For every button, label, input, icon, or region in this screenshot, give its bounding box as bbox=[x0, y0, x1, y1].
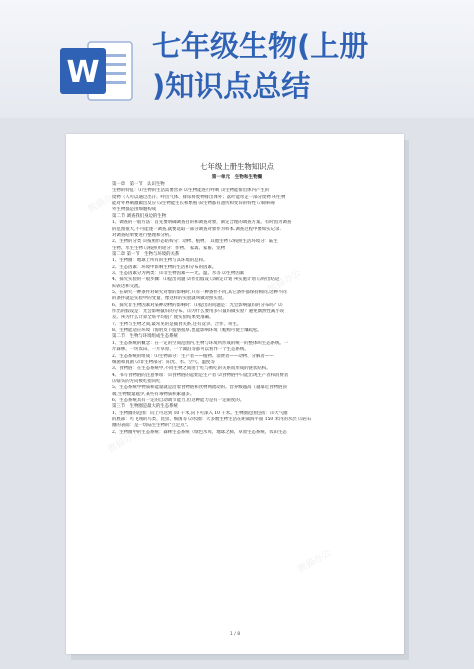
text-line: 的条件就是实验中的变量，像这样的实验就叫做对照实验。 bbox=[112, 296, 227, 302]
text-line: 对调查结果要进行整理和分析。 bbox=[112, 232, 174, 238]
text-line: 的底部：可飞翔的鸟类、昆虫、细菌等 ⑵水圈：大多数生物生活在距离海平面 150 米内的水层 ⑶岩石 bbox=[112, 417, 312, 423]
text-line: 7、生物与生物之间,最常见的是捕食关系,还有竞争、合作、寄生。 bbox=[112, 321, 242, 327]
text-line: 片森林、一块农田、一片草原、一个湖泊等都可以看作一个生态系统。 bbox=[112, 347, 249, 353]
document-content bbox=[112, 162, 362, 436]
text-line: 细菌和真菌 ⑵非生物部分：阳光、水、空气、温度等 bbox=[112, 359, 215, 365]
text-line: 8、生物能适应环境（海豹皮下脂肪很厚,也能影响环境（蚯蚓可使土壤疏松。 bbox=[112, 328, 262, 334]
section-heading: 第二节 生物与环境组成生态系统 bbox=[112, 334, 178, 340]
section-heading: 第二章 第一节 生物与环境的关系 bbox=[112, 251, 180, 257]
text-line: 2、生态因素：环境中影响生物的生活和分布的因素。 bbox=[112, 264, 217, 270]
section-heading: 第三节 生物圈是最大的生态系统 bbox=[112, 404, 178, 410]
paragraph-block bbox=[112, 188, 362, 213]
text-line: 3、食物链：在生态系统中,不同生物之间由于吃与被吃的关系而形成的链状结构。 bbox=[112, 366, 271, 372]
text-line: 2、生态系统的组成：⑴生物部分：生产者——植物、消费者——动物、分解者—— bbox=[112, 353, 274, 359]
text-line: 2、生物的分类 ⑴按照形态结构分：动物、植物、 其他生物 ⑵按照生活环境分：陆生 bbox=[112, 239, 278, 245]
document-page[interactable] bbox=[66, 134, 404, 654]
text-line: 3、生态因素分为两类：⑴非生物因素——光、温、水等 ⑵生物因素 bbox=[112, 271, 245, 276]
text-line: 作出的假设是：光会影响鼠妇的分布。⑶为什么要用多只鼠妇做实验？避免偶然性减小误 bbox=[112, 309, 285, 315]
paragraph-block bbox=[112, 220, 362, 252]
text-line: 6、探究非生物因素对某种动物的影响时：⑴提出的问题是：光会影响鼠妇的分布吗？⑵ bbox=[112, 302, 283, 308]
paragraph-block bbox=[112, 411, 362, 436]
text-line: 废物（人可以通过出汗、呼出气体、排尿将废物排出体外；落叶能带走一部分废物 ⑷生物 bbox=[112, 194, 286, 200]
paragraph-block bbox=[112, 341, 362, 404]
text-line: 的范围很大,不可能逐一调查,就要选取一部分调查对象作为样本.调查过程中要如实记录. bbox=[112, 226, 281, 232]
text-line: 2、生物圈中的生态系统：森林生态系统（绿色水库，地球之肺，草原生态系统、农田生态 bbox=[112, 429, 287, 435]
logo-letter: W bbox=[66, 55, 100, 90]
document-title: 七年级上册生物知识点 bbox=[200, 162, 274, 171]
watermark: 熊猫办公 bbox=[266, 268, 303, 296]
chapter-heading: 第一章 第一节 认识生物 bbox=[112, 182, 165, 187]
text-line: 差。⑷为什么计算全班平均值？使实验结果更准确。 bbox=[112, 315, 214, 321]
page-title-line-2: )知识点总结 bbox=[152, 69, 311, 103]
text-line: 5、生态系统中物质和能量就是沿着食物链和食物网流动的。营养级越高（越靠近食物链顶 bbox=[112, 385, 287, 391]
watermark: 熊猫办公 bbox=[106, 428, 143, 456]
unit-title: 第一单元 生物和生物圈 bbox=[211, 175, 263, 180]
header-banner bbox=[0, 0, 474, 118]
text-line: 端,生物数量越少,某些有毒物质积累越多。 bbox=[112, 391, 195, 397]
page-title-line-1: 七年级生物(上册 bbox=[152, 29, 369, 63]
text-line: 能对外界刺激做出反应 ⑸生物能生长和繁殖 ⑹生物都有遗传和变异的特性 ⑺除病毒 bbox=[112, 201, 276, 207]
watermark: 熊猫办公 bbox=[296, 548, 333, 576]
text-line: 4、书写食物链的注意事项：⑴食物链的起始是生产者 ⑵食物链中只能出现生产者和消费者 bbox=[112, 372, 289, 378]
paragraph-block bbox=[112, 258, 362, 334]
text-line: 1、生物圈的范围：向上可达到 10 千米,向下可深入 10 千米。生物圈范围包括：⑴大气圈 bbox=[112, 410, 288, 416]
text-line: 5、在研究一种条件对研究对象的影响时,只有一种条件不同,其它条件都保持相同,这种不同 bbox=[112, 290, 287, 296]
text-line: 6、生态系统具有一定的自动调节能力,但这种能力是有一定限度的。 bbox=[112, 397, 245, 403]
text-line: 生物、水生生物 ⑶按照用途分：作物、 家禽、家畜、宠物 bbox=[112, 245, 226, 251]
text-line: 1、调查的一般方法：首先要明确调查目的和调查对象，制定合理的调查方案。有时因为调查 bbox=[112, 220, 292, 226]
text-line: 生物的特征：⑴生物的生活需要营养 ⑵生物能进行呼吸 ⑶生物能排出体内产生的 bbox=[112, 188, 270, 194]
text-line: 1、生态系统的概念：在一定的空间范围内,生物与环境所形成的统一的整体叫生态系统。一 bbox=[112, 340, 289, 346]
text-line: ⑶箭头的方向被吃指向吃 bbox=[112, 378, 161, 384]
watermark: 熊猫办公 bbox=[86, 188, 123, 216]
text-line: ⑹表达和交流。 bbox=[112, 283, 143, 289]
text-line: 1、生物圈：地球上所有的生物与其环境的总和。 bbox=[112, 258, 208, 264]
page-number: 1 / 8 bbox=[229, 632, 241, 637]
text-line: 外生物都是由细胞构成 bbox=[112, 207, 157, 213]
section-heading: 第二节 调查我们身边的生物 bbox=[112, 213, 167, 219]
text-line: 圈的表面：是一切陆生生物的"立足点"。 bbox=[112, 423, 192, 429]
page-title bbox=[152, 26, 462, 106]
word-document-icon bbox=[58, 38, 136, 104]
text-line: 4、探究实验的一般步骤：⑴提出问题 ⑵作出假设 ⑶制定计划 ⑷实施计划 ⑸得出结论 bbox=[112, 277, 280, 283]
